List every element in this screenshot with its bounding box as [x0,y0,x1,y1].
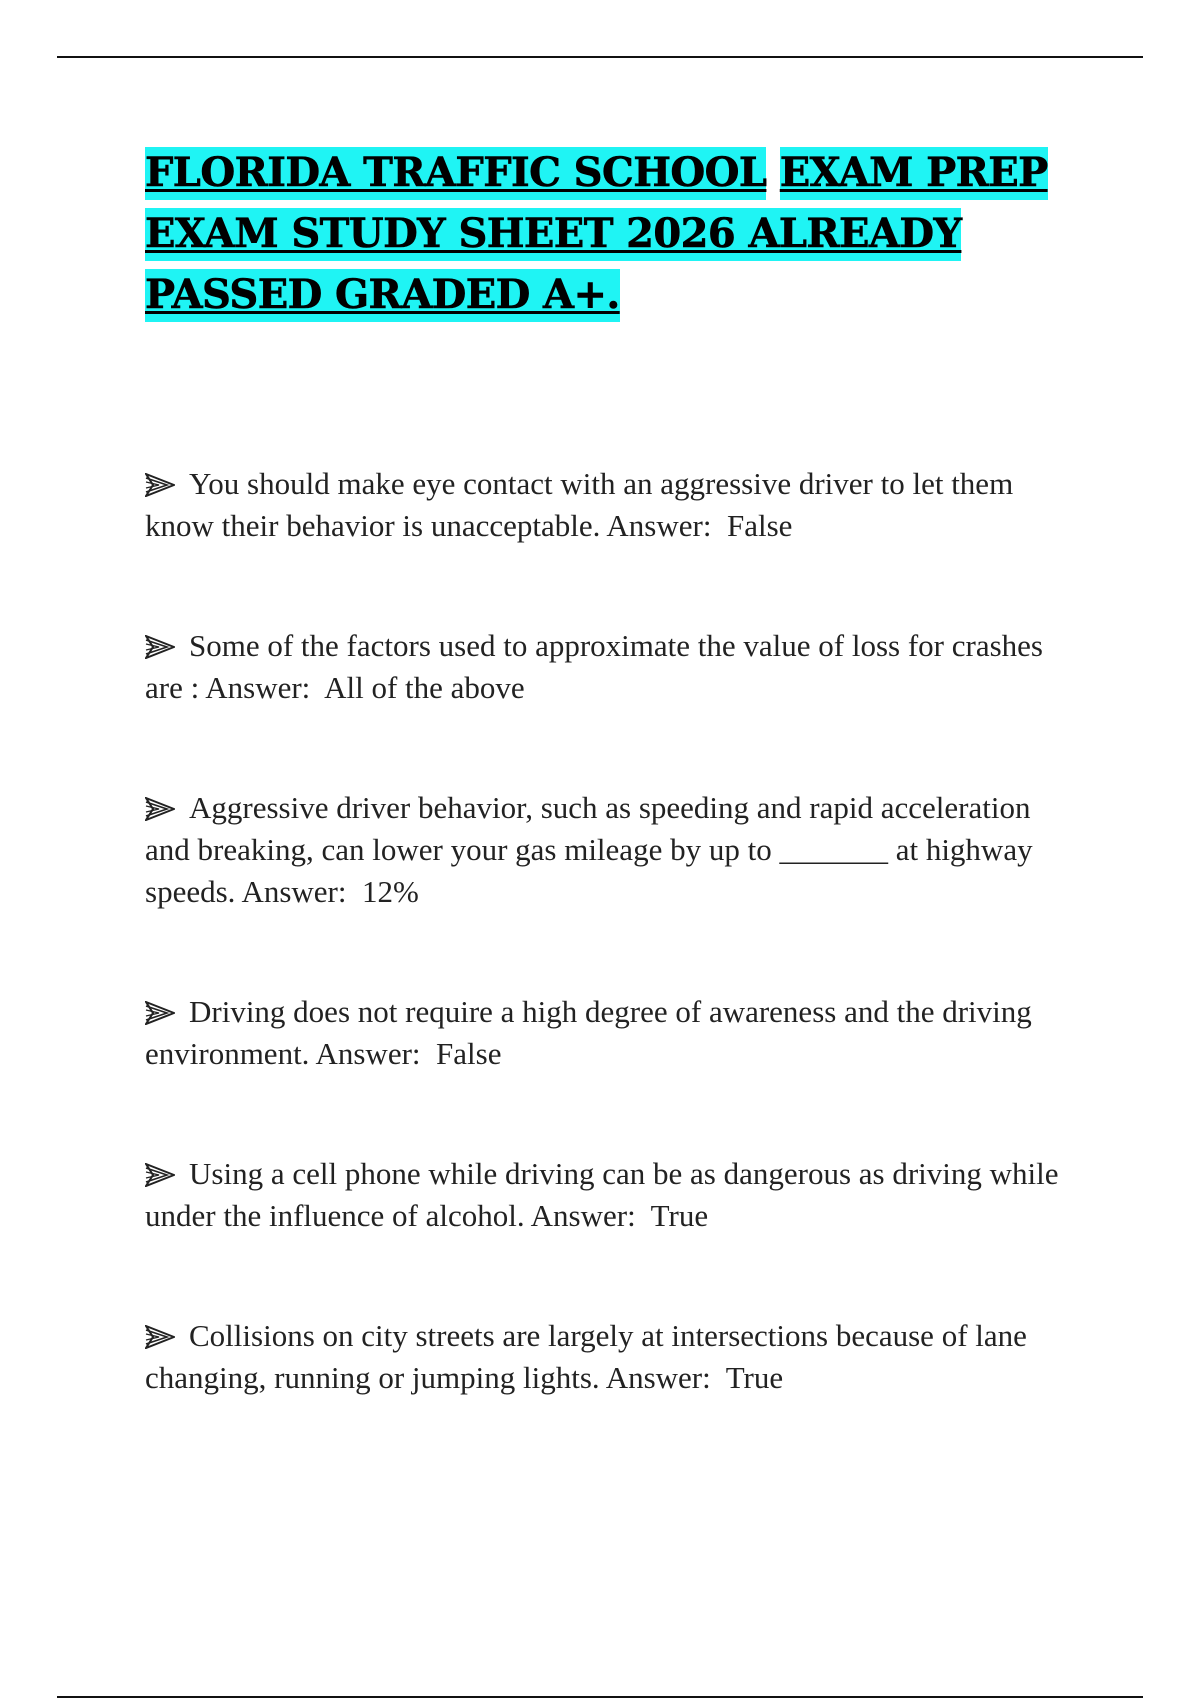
question-text: Some of the factors used to approximate the value of loss for crashes are : [145,628,1043,705]
arrowhead-bullet-icon [145,1163,175,1187]
arrowhead-bullet-icon [145,1325,175,1349]
answer-value: 12% [362,874,419,909]
arrowhead-bullet-icon [145,797,175,821]
answer-label: Answer: [315,1036,421,1071]
title-part-rest: EXAM PREP EXAM STUDY SHEET 2026 ALREADY PASSED GRADED A+. [145,147,1048,322]
qa-list [145,463,1075,1399]
document-title [145,142,1065,325]
qa-item-3 [145,787,1075,913]
qa-item-4 [145,991,1075,1075]
answer-label: Answer: [605,1360,711,1395]
arrowhead-bullet-icon [145,635,175,659]
answer-value: True [725,1360,784,1395]
answer-label: Answer: [205,670,311,705]
qa-item-5 [145,1153,1075,1237]
top-rule [57,56,1143,58]
answer-label: Answer: [530,1198,636,1233]
answer-value: True [650,1198,709,1233]
question-text: Aggressive driver behavior, such as speeding and rapid acceleration and breaking, can lower your gas mileage by up to _______ at highway speeds. [145,790,1033,909]
question-text: Driving does not require a high degree of awareness and the driving environment. [145,994,1032,1071]
arrowhead-bullet-icon [145,473,175,497]
answer-label: Answer: [241,874,347,909]
qa-item-1 [145,463,1075,547]
answer-value: False [436,1036,502,1071]
arrowhead-bullet-icon [145,1001,175,1025]
title-part-plain: FLORIDA TRAFFIC SCHOOL [145,147,766,200]
answer-label: Answer: [606,508,712,543]
qa-item-2 [145,625,1075,709]
question-text: Collisions on city streets are largely at intersections because of lane changing, running or jumping lights. [145,1318,1027,1395]
qa-item-6 [145,1315,1075,1399]
answer-value: False [726,508,793,543]
answer-value: All of the above [324,670,525,705]
bottom-rule [57,1696,1143,1698]
question-text: Using a cell phone while driving can be as dangerous as driving while under the influence of alcohol. [145,1156,1059,1233]
question-text: You should make eye contact with an aggressive driver to let them know their behavior is unacceptable. [145,466,1014,543]
